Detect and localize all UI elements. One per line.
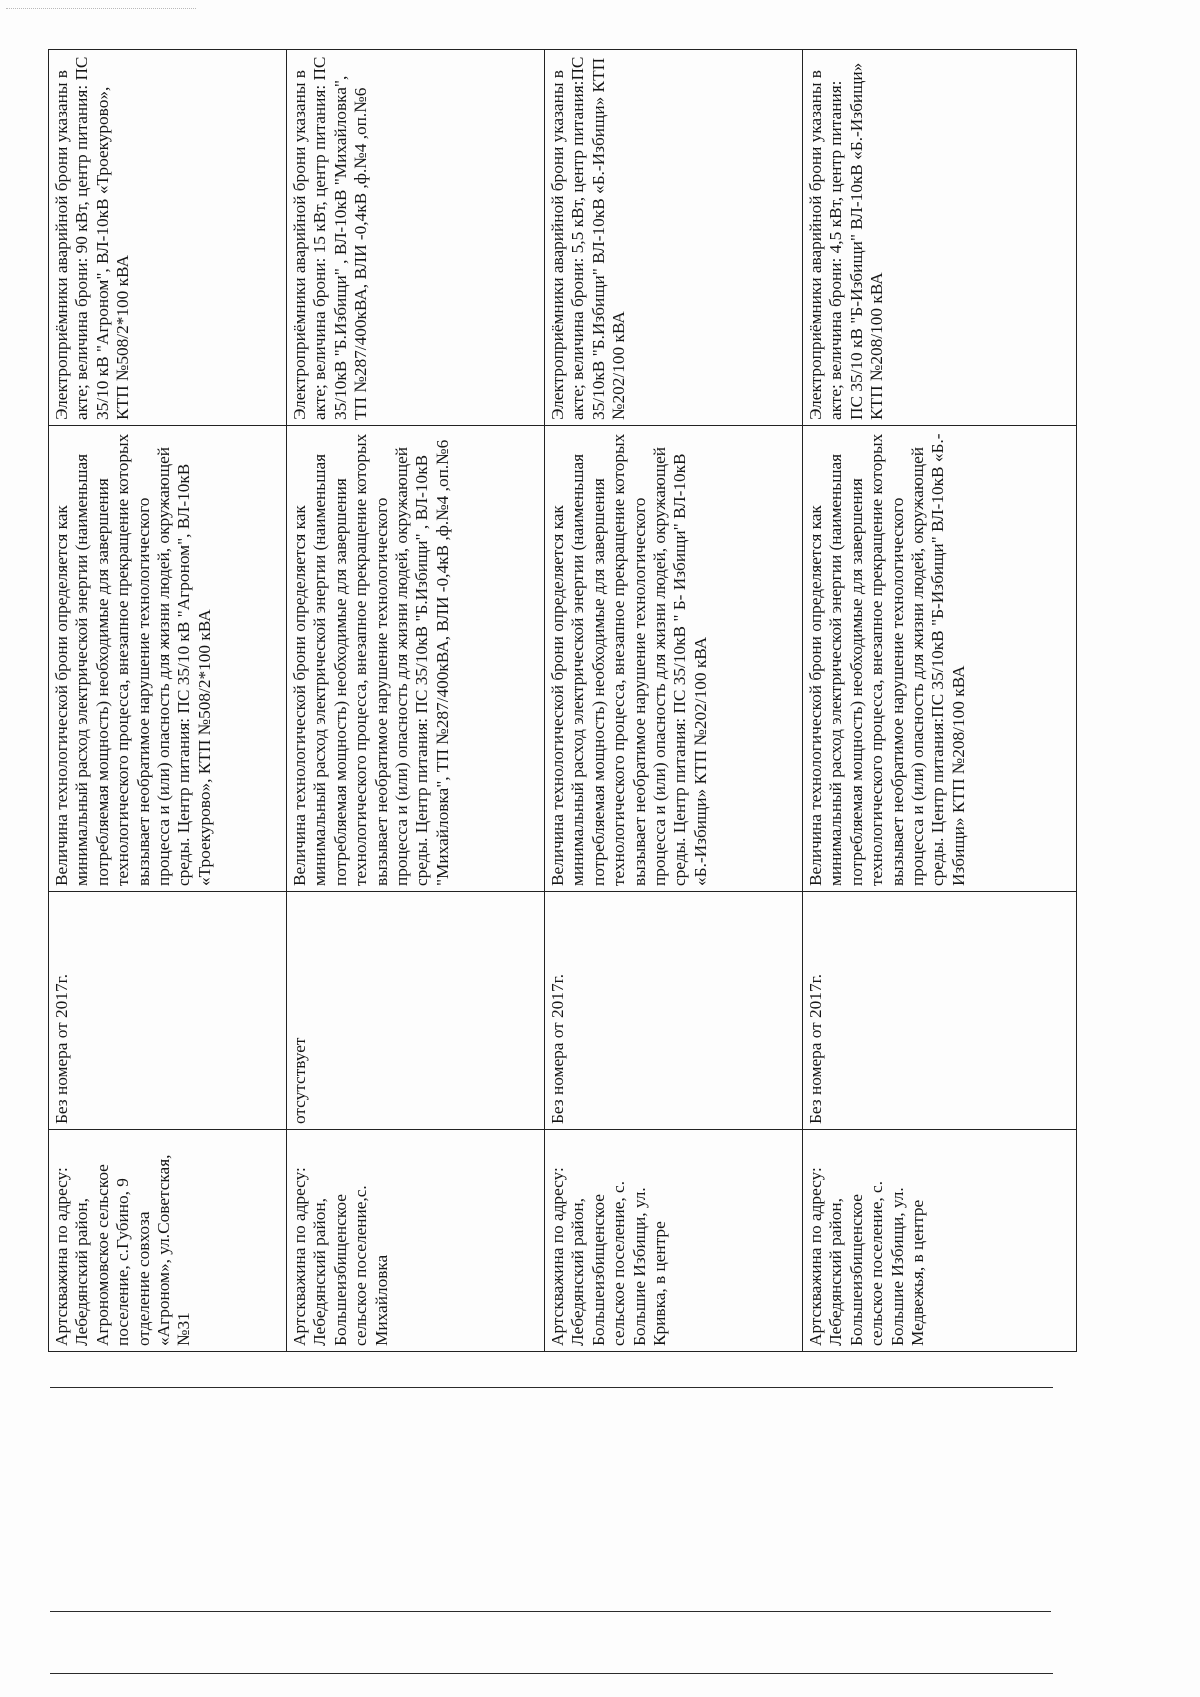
horizontal-rule — [50, 1611, 1051, 1612]
cell-document: Без номера от 2017г. — [803, 892, 1077, 1130]
scan-edge-mark — [6, 8, 196, 11]
rotated-table-frame — [48, 50, 1076, 1352]
cell-address: Артскважина по адресу: Лебедянский район, Большеизбищенское сельское поселение,с. Михайловка — [287, 1130, 545, 1352]
cell-tech-reserve: Величина технологической брони определяется как минимальный расход электрической энергии (наименьшая потребляемая мощность) необходимые для завершения технологического процесса, внезапное прекращение которых вызывает необратимое нарушение технологического процесса и (или) опасность для жизни людей, окружающей среды. Центр питания: ПС 35/10кВ " Б- Избищи" ВЛ-10кВ «Б.-Избищи» КТП №202/100 кВА — [545, 426, 803, 892]
cell-address: Артскважина по адресу: Лебедянский район, Большеизбищенское сельское поселение, с. Большие Избищи, ул. Кривка, в центре — [545, 1130, 803, 1352]
table-row — [287, 50, 545, 1352]
horizontal-rule — [50, 1387, 1053, 1388]
cell-tech-reserve: Величина технологической брони определяется как минимальный расход электрической энергии (наименьшая потребляемая мощность) необходимые для завершения технологического процесса, внезапное прекращение которых вызывает необратимое нарушение технологического процесса и (или) опасность для жизни людей, окружающей среды. Центр питания: ПС 35/10кВ "Б.Избищи" , ВЛ-10кВ "Михайловка", ТП №287/400кВА, ВЛИ -0,4кВ ,ф.№4 ,оп.№6 — [287, 426, 545, 892]
cell-emergency-reserve: Электроприёмники аварийной брони указаны в акте; величина брони: 5,5 кВт, центр питания:ПС 35/10кВ "Б.Избищи" ВЛ-10кВ «Б.-Избищи» КТП №202/100 кВА — [545, 50, 803, 426]
cell-document: Без номера от 2017г. — [49, 892, 287, 1130]
cell-emergency-reserve: Электроприёмники аварийной брони указаны в акте; величина брони: 90 кВт, центр питания: ПС 35/10 кВ "Агроном", ВЛ-10кВ «Троекурово», КТП №508/2*100 кВА — [49, 50, 287, 426]
cell-tech-reserve: Величина технологической брони определяется как минимальный расход электрической энергии (наименьшая потребляемая мощность) необходимые для завершения технологического процесса, внезапное прекращение которых вызывает необратимое нарушение технологического процесса и (или) опасность для жизни людей, окружающей среды. Центр питания:ПС 35/10кВ "Б-Избищи" ВЛ-10кВ «Б.-Избищи» КТП №208/100 кВА — [803, 426, 1077, 892]
cell-document: Без номера от 2017г. — [545, 892, 803, 1130]
reserve-table — [48, 49, 1077, 1352]
cell-address: Артскважина по адресу: Лебедянский район, Большеизбищенское сельское поселение, с. Большие Избищи, ул. Медвежья, в центре — [803, 1130, 1077, 1352]
cell-emergency-reserve: Электроприёмники аварийной брони указаны в акте; величина брони: 4,5 кВт, центр питания: ПС 35/10 кВ "Б-Избищи" ВЛ-10кВ «Б.-Избищи» КТП №208/100 кВА — [803, 50, 1077, 426]
table-row — [49, 50, 287, 1352]
cell-document: отсутствует — [287, 892, 545, 1130]
table-container — [48, 50, 1076, 1352]
cell-tech-reserve: Величина технологической брони определяется как минимальный расход электрической энергии (наименьшая потребляемая мощность) необходимые для завершения технологического процесса, внезапное прекращение которых вызывает необратимое нарушение технологического процесса и (или) опасность для жизни людей, окружающей среды. Центр питания: ПС 35/10 кВ "Агроном", ВЛ-10кВ «Троекурово», КТП №508/2*100 кВА — [49, 426, 287, 892]
cell-emergency-reserve: Электроприёмники аварийной брони указаны в акте; величина брони: 15 кВт, центр питания: ПС 35/10кВ "Б.Избищи" , ВЛ-10кВ "Михайловка", ТП №287/400кВА, ВЛИ -0,4кВ ,ф.№4 ,оп.№6 — [287, 50, 545, 426]
table-row — [803, 50, 1077, 1352]
horizontal-rule — [50, 1673, 1053, 1674]
table-row — [545, 50, 803, 1352]
cell-address: Артскважина по адресу: Лебедянский район, Агрономовское сельское поселение, с.Губино, 9 отделение совхоза «Агроном», ул.Советская, №31 — [49, 1130, 287, 1352]
